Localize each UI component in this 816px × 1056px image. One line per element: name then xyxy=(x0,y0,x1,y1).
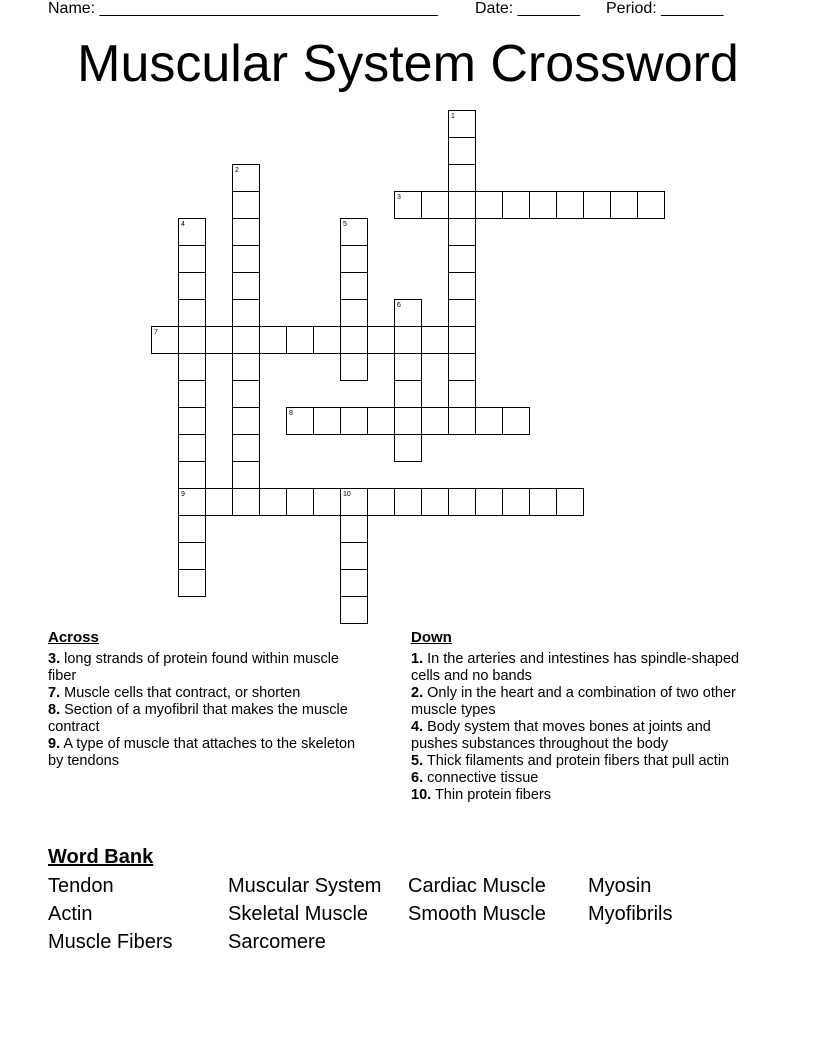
crossword-cell[interactable] xyxy=(394,407,422,435)
crossword-cell[interactable] xyxy=(556,488,584,516)
cell-number: 9 xyxy=(181,491,185,498)
crossword-cell[interactable] xyxy=(556,191,584,219)
crossword-cell[interactable] xyxy=(178,515,206,543)
word-bank-item: Myosin xyxy=(588,875,652,897)
across-clues xyxy=(48,629,358,770)
crossword-cell[interactable] xyxy=(448,299,476,327)
crossword-cell[interactable] xyxy=(529,488,557,516)
page-title: Muscular System Crossword xyxy=(77,35,739,93)
crossword-cell[interactable] xyxy=(394,488,422,516)
crossword-cell[interactable] xyxy=(313,488,341,516)
crossword-cell[interactable] xyxy=(340,245,368,273)
crossword-cell[interactable] xyxy=(286,407,314,435)
crossword-cell[interactable] xyxy=(259,326,287,354)
crossword-cell[interactable] xyxy=(448,191,476,219)
crossword-cell[interactable] xyxy=(286,488,314,516)
across-heading: Across xyxy=(48,629,99,646)
crossword-cell[interactable] xyxy=(421,488,449,516)
crossword-cell[interactable] xyxy=(421,326,449,354)
clue-text: Section of a myofibril that makes the muscle contract xyxy=(48,702,348,735)
crossword-cell[interactable] xyxy=(178,245,206,273)
word-bank-item: Cardiac Muscle xyxy=(408,875,546,897)
clue-number: 6. xyxy=(411,770,424,786)
clue-number: 10. xyxy=(411,787,432,803)
crossword-cell[interactable] xyxy=(205,326,233,354)
crossword-cell[interactable] xyxy=(448,272,476,300)
crossword-cell[interactable] xyxy=(340,272,368,300)
cell-number: 5 xyxy=(343,221,347,228)
word-bank-item: Sarcomere xyxy=(228,931,326,953)
word-bank-item: Actin xyxy=(48,903,93,925)
clue-text: Only in the heart and a combination of two other muscle types xyxy=(411,685,736,718)
date-field[interactable]: Date: _______ xyxy=(475,0,580,17)
clue-text: Muscle cells that contract, or shorten xyxy=(64,685,301,701)
crossword-cell[interactable] xyxy=(394,434,422,462)
cell-number: 3 xyxy=(397,194,401,201)
crossword-cell[interactable] xyxy=(448,380,476,408)
crossword-cell[interactable] xyxy=(178,569,206,597)
crossword-cell[interactable] xyxy=(340,299,368,327)
crossword-cell[interactable] xyxy=(178,461,206,489)
crossword-cell[interactable] xyxy=(475,488,503,516)
crossword-cell[interactable] xyxy=(232,488,260,516)
clue-text: Body system that moves bones at joints and pushes substances throughout the body xyxy=(411,719,711,752)
crossword-cell[interactable] xyxy=(178,272,206,300)
clue-text: connective tissue xyxy=(427,770,539,786)
crossword-cell[interactable] xyxy=(448,326,476,354)
name-field[interactable]: Name: ______________________________________ xyxy=(48,0,438,17)
crossword-cell[interactable] xyxy=(232,434,260,462)
crossword-cell[interactable] xyxy=(178,299,206,327)
crossword-cell[interactable] xyxy=(448,218,476,246)
clue-down-1 xyxy=(411,651,761,685)
crossword-cell[interactable] xyxy=(178,488,206,516)
crossword-cell[interactable] xyxy=(394,326,422,354)
clue-across-9 xyxy=(48,736,358,770)
crossword-cell[interactable] xyxy=(259,488,287,516)
crossword-cell[interactable] xyxy=(340,569,368,597)
clue-number: 2. xyxy=(411,685,424,701)
crossword-cell[interactable] xyxy=(178,407,206,435)
clue-across-3 xyxy=(48,651,358,685)
clue-down-5 xyxy=(411,753,761,770)
crossword-cell[interactable] xyxy=(529,191,557,219)
clue-number: 8. xyxy=(48,702,61,718)
clue-text: In the arteries and intestines has spindle-shaped cells and no bands xyxy=(411,651,740,684)
crossword-cell[interactable] xyxy=(178,434,206,462)
down-heading: Down xyxy=(411,629,452,646)
crossword-cell[interactable] xyxy=(178,326,206,354)
clue-down-4 xyxy=(411,719,761,753)
crossword-cell[interactable] xyxy=(232,461,260,489)
crossword-cell[interactable] xyxy=(232,272,260,300)
crossword-cell[interactable] xyxy=(232,191,260,219)
cell-number: 6 xyxy=(397,302,401,309)
crossword-cell[interactable] xyxy=(502,488,530,516)
crossword-cell[interactable] xyxy=(475,407,503,435)
crossword-cell[interactable] xyxy=(637,191,665,219)
clue-number: 9. xyxy=(48,736,61,752)
crossword-cell[interactable] xyxy=(232,380,260,408)
crossword-cell[interactable] xyxy=(502,191,530,219)
crossword-cell[interactable] xyxy=(178,218,206,246)
crossword-cell[interactable] xyxy=(340,218,368,246)
crossword-cell[interactable] xyxy=(367,326,395,354)
clue-number: 7. xyxy=(48,685,61,701)
cell-number: 4 xyxy=(181,221,185,228)
crossword-cell[interactable] xyxy=(448,110,476,138)
clue-text: Thick filaments and protein fibers that pull actin xyxy=(426,753,730,769)
crossword-cell[interactable] xyxy=(286,326,314,354)
crossword-cell[interactable] xyxy=(205,488,233,516)
clue-number: 4. xyxy=(411,719,424,735)
clue-across-8 xyxy=(48,702,358,736)
cell-number: 2 xyxy=(235,167,239,174)
crossword-cell[interactable] xyxy=(394,191,422,219)
cell-number: 10 xyxy=(343,491,351,498)
clue-text: A type of muscle that attaches to the skeleton by tendons xyxy=(48,736,356,769)
word-bank-item: Skeletal Muscle xyxy=(228,903,369,925)
crossword-cell[interactable] xyxy=(232,218,260,246)
crossword-cell[interactable] xyxy=(178,380,206,408)
crossword-cell[interactable] xyxy=(340,515,368,543)
word-bank-item: Smooth Muscle xyxy=(408,903,546,925)
crossword-cell[interactable] xyxy=(394,380,422,408)
crossword-cell[interactable] xyxy=(448,407,476,435)
crossword-cell[interactable] xyxy=(340,407,368,435)
crossword-cell[interactable] xyxy=(151,326,179,354)
crossword-cell[interactable] xyxy=(340,542,368,570)
cell-number: 1 xyxy=(451,113,455,120)
crossword-cell[interactable] xyxy=(367,488,395,516)
clue-down-2 xyxy=(411,685,761,719)
crossword-cell[interactable] xyxy=(421,407,449,435)
crossword-cell[interactable] xyxy=(610,191,638,219)
crossword-cell[interactable] xyxy=(232,164,260,192)
clue-down-10 xyxy=(411,787,761,804)
crossword-cell[interactable] xyxy=(313,407,341,435)
crossword-cell[interactable] xyxy=(448,353,476,381)
crossword-cell[interactable] xyxy=(448,164,476,192)
crossword-cell[interactable] xyxy=(232,299,260,327)
crossword-cell[interactable] xyxy=(340,326,368,354)
crossword-cell[interactable] xyxy=(502,407,530,435)
word-bank-title: Word Bank xyxy=(48,846,154,868)
crossword-cell[interactable] xyxy=(394,299,422,327)
crossword-cell[interactable] xyxy=(475,191,503,219)
crossword-cell[interactable] xyxy=(448,488,476,516)
cell-number: 8 xyxy=(289,410,293,417)
clue-number: 1. xyxy=(411,651,424,667)
clue-down-6 xyxy=(411,770,761,787)
clue-number: 3. xyxy=(48,651,61,667)
crossword-cell[interactable] xyxy=(178,542,206,570)
crossword-cell[interactable] xyxy=(448,245,476,273)
word-bank-item: Muscular System xyxy=(228,875,382,897)
crossword-cell[interactable] xyxy=(232,326,260,354)
crossword-cell[interactable] xyxy=(178,353,206,381)
cell-number: 7 xyxy=(154,329,158,336)
crossword-cell[interactable] xyxy=(421,191,449,219)
crossword-cell[interactable] xyxy=(583,191,611,219)
clue-across-7 xyxy=(48,685,358,702)
crossword-cell[interactable] xyxy=(232,245,260,273)
clue-text: long strands of protein found within muscle fiber xyxy=(48,651,339,684)
crossword-cell[interactable] xyxy=(448,137,476,165)
clue-text: Thin protein fibers xyxy=(434,787,552,803)
crossword-cell[interactable] xyxy=(340,488,368,516)
crossword-cell[interactable] xyxy=(367,407,395,435)
crossword-cell[interactable] xyxy=(394,353,422,381)
clue-number: 5. xyxy=(411,753,424,769)
word-bank-item: Myofibrils xyxy=(588,903,673,925)
crossword-cell[interactable] xyxy=(232,407,260,435)
word-bank-item: Muscle Fibers xyxy=(48,931,173,953)
period-field[interactable]: Period: _______ xyxy=(606,0,724,17)
crossword-cell[interactable] xyxy=(232,353,260,381)
crossword-cell[interactable] xyxy=(313,326,341,354)
down-clues xyxy=(411,629,761,804)
word-bank-item: Tendon xyxy=(48,875,114,897)
crossword-cell[interactable] xyxy=(340,596,368,624)
crossword-cell[interactable] xyxy=(340,353,368,381)
